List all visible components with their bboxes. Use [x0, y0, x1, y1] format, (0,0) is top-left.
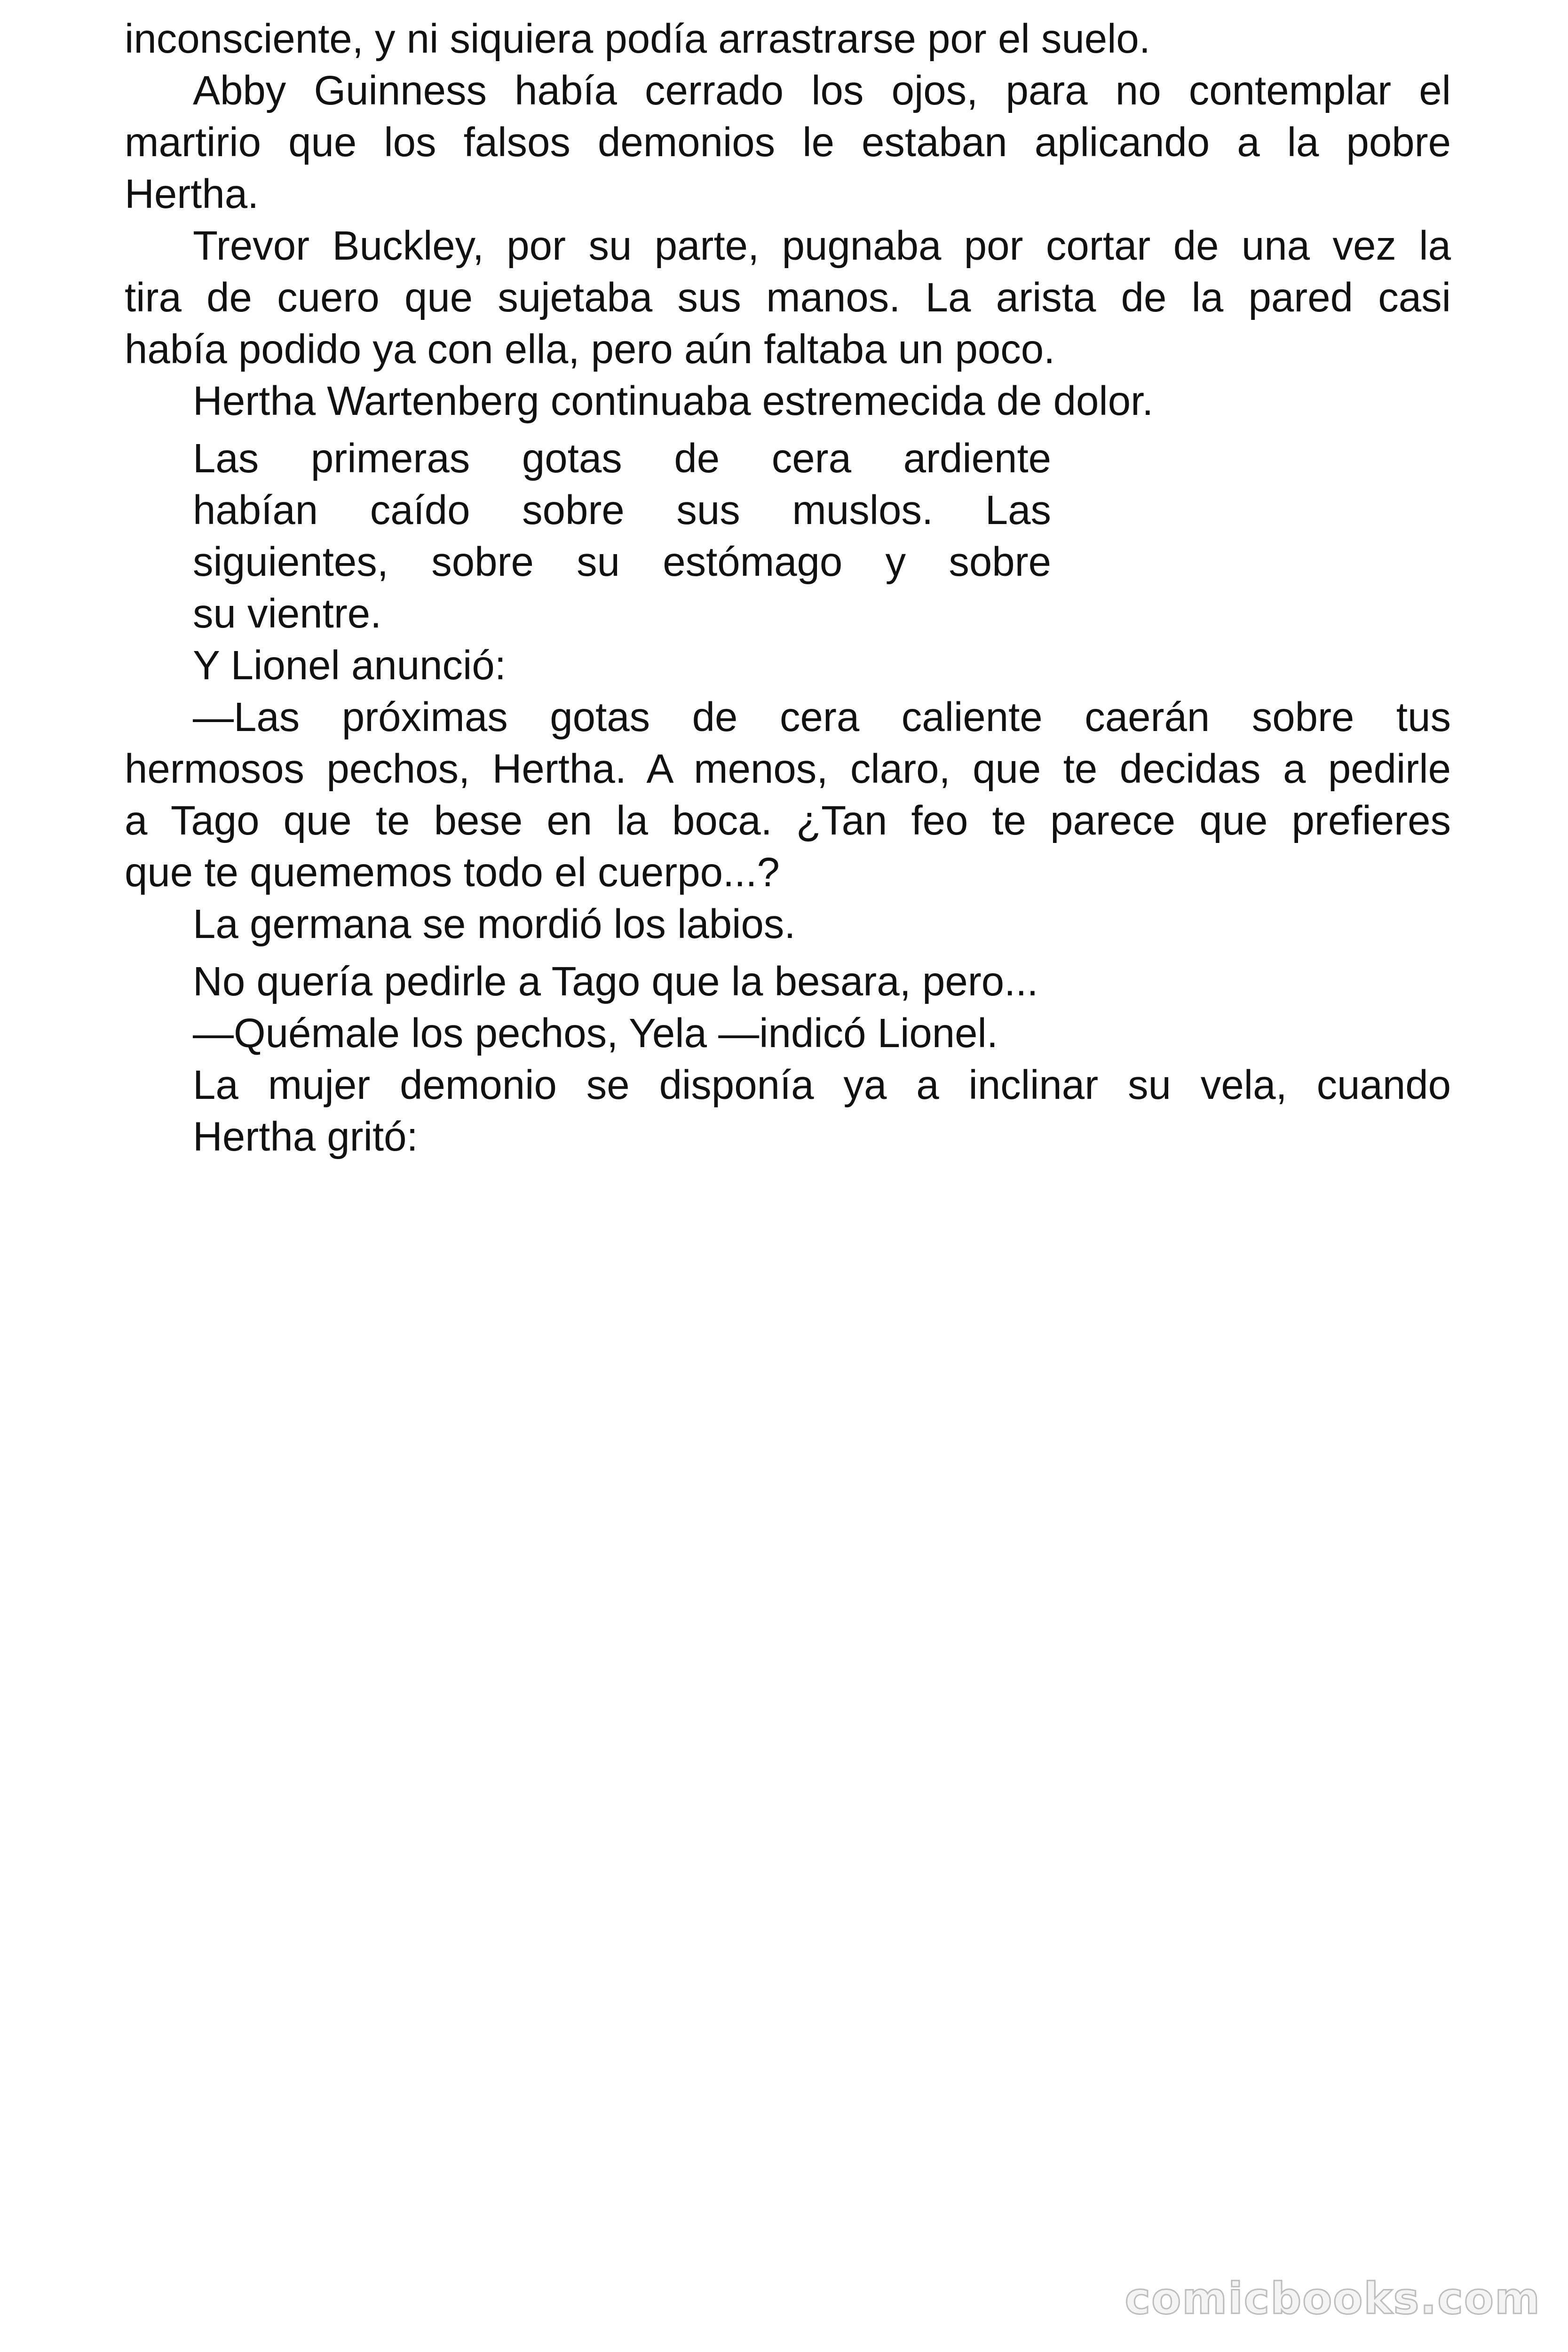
text-line: siguientes, sobre su estómago y sobre — [193, 539, 1051, 585]
text-line: —Las próximas gotas de cera caliente caerán sobre tus — [193, 694, 1451, 740]
text-line: Hertha gritó: — [193, 1114, 418, 1160]
text-line: su vientre. — [193, 591, 382, 636]
text-line: No quería pedirle a Tago que la besara, pero... — [193, 959, 1038, 1004]
text-line: tira de cuero que sujetaba sus manos. La arista de la pared casi — [125, 275, 1451, 320]
text-line: Abby Guinness había cerrado los ojos, para no contemplar el — [193, 68, 1451, 113]
text-line: que te quememos todo el cuerpo...? — [125, 850, 780, 895]
text-line: —Quémale los pechos, Yela —indicó Lionel. — [193, 1010, 998, 1056]
watermark-logo: comicbooks.com — [1125, 2273, 1541, 2324]
text-line: Hertha Wartenberg continuaba estremecida de dolor. — [193, 378, 1154, 424]
text-line: había podido ya con ella, pero aún faltaba un poco. — [125, 326, 1055, 372]
text-line: martirio que los falsos demonios le estaban aplicando a la pobre — [125, 119, 1451, 165]
text-line: hermosos pechos, Hertha. A menos, claro, que te decidas a pedirle — [125, 746, 1451, 792]
text-line: La germana se mordió los labios. — [193, 901, 796, 947]
text-line: Trevor Buckley, por su parte, pugnaba por cortar de una vez la — [193, 223, 1451, 269]
text-line: Hertha. — [125, 171, 259, 217]
text-line: Las primeras gotas de cera ardiente — [193, 436, 1051, 481]
text-line: habían caído sobre sus muslos. Las — [193, 487, 1051, 533]
text-line: La mujer demonio se disponía ya a inclinar su vela, cuando — [193, 1062, 1451, 1108]
text-line: Y Lionel anunció: — [193, 643, 506, 688]
text-line: a Tago que te bese en la boca. ¿Tan feo te parece que prefieres — [125, 798, 1451, 843]
document-page — [125, 13, 1451, 1163]
text-line: inconsciente, y ni siquiera podía arrastrarse por el suelo. — [125, 16, 1150, 62]
